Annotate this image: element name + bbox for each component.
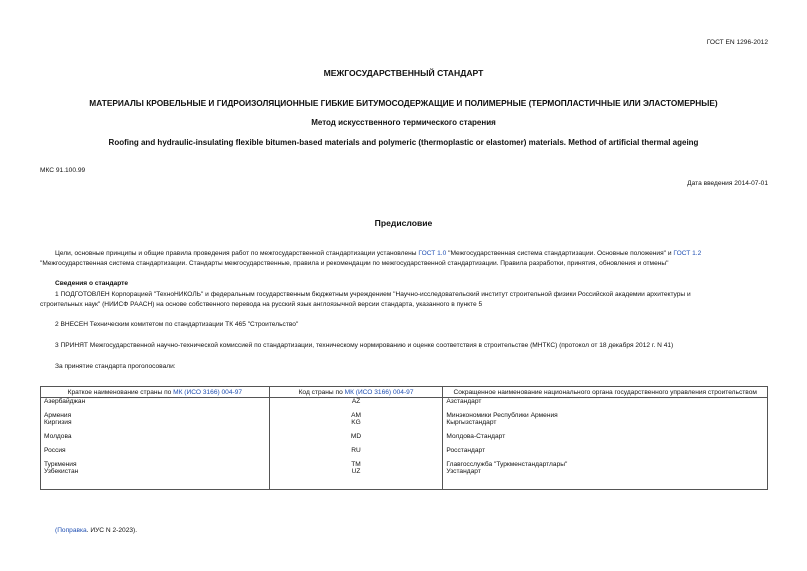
header-text: Код страны по [298,388,345,396]
table-row [41,475,768,482]
paragraph-text: "Межгосударственная система стандартизации. Основные положения" и [446,250,674,257]
country-cell: Узбекистан [41,468,270,475]
country-cell: Туркмения [41,461,270,468]
table-row [41,440,768,447]
body-cell: Минэкономики Республики Армения [443,412,768,419]
mk-iso-link[interactable]: МК (ИСО 3166) 004-97 [173,388,243,396]
code-cell [269,405,443,412]
item-1-line-2: строительных наук" (НИИСФ РААСН) на основе собственного перевода на русский язык англоязычной версии стандарта, указанного в пункте 5 [40,301,483,308]
table-row [41,398,768,406]
gost-1-2-link[interactable]: ГОСТ 1.2 [673,250,702,257]
code-cell: TM [269,461,443,468]
introduction-date: Дата введения 2014-07-01 [687,180,768,187]
voted-label: За принятие стандарта проголосовали: [55,363,176,370]
info-heading: Сведения о стандарте [55,280,129,287]
country-cell [41,426,270,433]
header-text: Краткое наименование страны по [67,388,174,396]
country-cell: Молдова [41,433,270,440]
item-2: 2 ВНЕСЕН Техническим комитетом по стандартизации ТК 465 "Строительство" [55,321,299,328]
body-cell: Росстандарт [443,447,768,454]
table-row [41,426,768,433]
document-number: ГОСТ EN 1296-2012 [706,39,768,46]
method-title-ru: Метод искусственного термического старения [311,118,496,127]
body-cell: Молдова-Стандарт [443,433,768,440]
table-row [41,433,768,440]
table-row [41,468,768,475]
paragraph-text: Цели, основные принципы и общие правила проведения работ по межгосударственной стандартизации установлены [55,250,419,257]
code-cell: AM [269,412,443,419]
foreword-heading: Предисловие [374,218,433,228]
country-cell [41,482,270,490]
code-cell [269,454,443,461]
body-cell: Главгосслужба "Туркменстандартлары" [443,461,768,468]
standard-type-title: МЕЖГОСУДАРСТВЕННЫЙ СТАНДАРТ [323,68,484,78]
table-row [41,447,768,454]
code-cell: RU [269,447,443,454]
body-cell [443,440,768,447]
item-3: 3 ПРИНЯТ Межгосударственной научно-технической комиссией по стандартизации, техническому нормированию и оценке соответствия в строительстве (МНТКС) (протокол от 18 декабря 2012 г. N 41) [55,342,674,349]
table-row [41,412,768,419]
code-cell [269,482,443,490]
country-cell: Россия [41,447,270,454]
country-cell [41,475,270,482]
body-cell: Кыргызстандарт [443,419,768,426]
country-cell [41,454,270,461]
table-row [41,454,768,461]
amendment-note [55,527,137,535]
table-row [41,482,768,490]
mks-code: МКС 91.100.99 [40,167,86,174]
table-row [41,461,768,468]
gost-1-0-link[interactable]: ГОСТ 1.0 [418,250,447,257]
body-cell [443,475,768,482]
amendment-link[interactable]: (Поправка [55,527,87,534]
country-cell [41,440,270,447]
body-cell [443,426,768,433]
column-header-country [41,387,270,398]
standard-title-en: Roofing and hydraulic-insulating flexible bitumen-based materials and polymeric (thermoplastic or elastomer) materials. Method of artificial thermal ageing [108,138,699,147]
body-cell [443,482,768,490]
code-cell: AZ [269,398,443,406]
country-cell: Армения [41,412,270,419]
foreword-paragraph-1-cont: "Межгосударственная система стандартизации. Стандарты межгосударственные, правила и рекомендации по межгосударственной стандартизации. Правила разработки, принятия, обновления и отмены" [40,260,669,267]
foreword-paragraph-1 [55,250,795,258]
code-cell: MD [269,433,443,440]
country-cell: Азербайджан [41,398,270,406]
body-cell [443,405,768,412]
code-cell: KG [269,419,443,426]
body-cell [443,454,768,461]
column-header-body: Сокращенное наименование национального органа государственного управления строительством [443,387,768,398]
table-row [41,405,768,412]
body-cell: Азстандарт [443,398,768,406]
code-cell: UZ [269,468,443,475]
code-cell [269,475,443,482]
mk-iso-link[interactable]: МК (ИСО 3166) 004-97 [344,388,414,396]
voting-states-table [40,386,768,490]
amendment-text: . ИУС N 2-2023). [86,527,138,534]
column-header-code [269,387,443,398]
standard-title-ru: МАТЕРИАЛЫ КРОВЕЛЬНЫЕ И ГИДРОИЗОЛЯЦИОННЫЕ ГИБКИЕ БИТУМОСОДЕРЖАЩИЕ И ПОЛИМЕРНЫЕ (ТЕРМОПЛАСТИЧНЫЕ ИЛИ ЭЛАСТОМЕРНЫЕ) [89,98,718,108]
code-cell [269,440,443,447]
table-header-row [41,387,768,398]
code-cell [269,426,443,433]
table-row [41,419,768,426]
item-1-line-1: 1 ПОДГОТОВЛЕН Корпорацией "ТехноНИКОЛЬ" и федеральным государственным бюджетным учреждением "Научно-исследовательский институт строительной физики Российской академии архитектуры и [55,291,691,298]
country-cell [41,405,270,412]
body-cell: Узстандарт [443,468,768,475]
country-cell: Киргизия [41,419,270,426]
